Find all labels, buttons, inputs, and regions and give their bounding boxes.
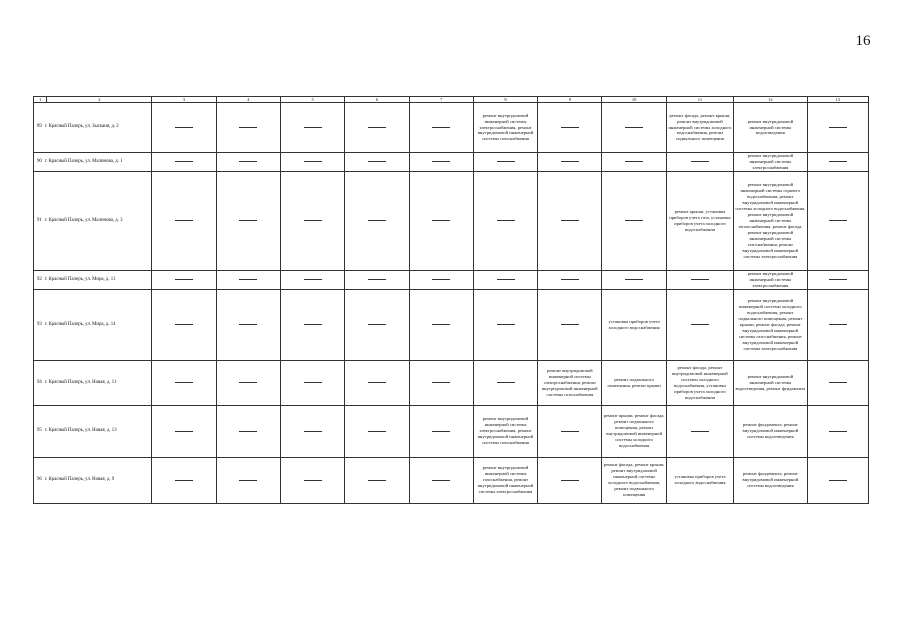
work-description-cell: ремонт внутридомовой инженерной системы водоотведения <box>734 103 807 153</box>
empty-dash-cell <box>409 360 473 405</box>
address-cell <box>34 153 152 172</box>
empty-dash-cell <box>280 270 344 289</box>
dash-mark <box>561 220 579 221</box>
dash-mark <box>497 279 515 280</box>
dash-mark <box>368 382 386 383</box>
dash-mark <box>304 480 322 481</box>
dash-mark <box>561 431 579 432</box>
table-row <box>34 103 869 153</box>
empty-dash-cell <box>409 171 473 270</box>
dash-mark <box>691 161 709 162</box>
table-row <box>34 457 869 503</box>
dash-mark <box>497 161 515 162</box>
empty-dash-cell <box>807 289 868 360</box>
dash-mark <box>239 324 257 325</box>
column-number-cell: 13 <box>807 97 868 103</box>
dash-mark <box>432 220 450 221</box>
empty-dash-cell <box>409 153 473 172</box>
empty-dash-cell <box>152 405 216 457</box>
empty-dash-cell <box>152 360 216 405</box>
empty-dash-cell <box>152 153 216 172</box>
dash-mark <box>239 431 257 432</box>
dash-mark <box>691 279 709 280</box>
dash-mark <box>304 382 322 383</box>
dash-mark <box>239 480 257 481</box>
dash-mark <box>625 161 643 162</box>
dash-mark <box>175 127 193 128</box>
empty-dash-cell <box>280 153 344 172</box>
dash-mark <box>829 279 847 280</box>
row-address: г. Красный Палерь, ул. Малинова, д. 1 <box>44 158 123 164</box>
empty-dash-cell <box>807 103 868 153</box>
dash-mark <box>368 127 386 128</box>
page-number: 16 <box>855 33 871 49</box>
row-address: г. Красный Палерь, ул. Мира, д. 14 <box>44 321 116 327</box>
empty-dash-cell <box>345 457 409 503</box>
empty-dash-cell <box>602 153 666 172</box>
empty-dash-cell <box>216 103 280 153</box>
empty-dash-cell <box>345 360 409 405</box>
address-cell <box>34 457 152 503</box>
work-description-cell: ремонт фундамента, ремонт внутридомовой инженерной системы водоотведения <box>734 457 807 503</box>
work-description-cell: ремонт фундамента, ремонт внутридомовой инженерной системы водоотведения <box>734 405 807 457</box>
work-description-cell: ремонт внутридомовой инженерной системы электроснабжения, ремонт внутридомовой инженерной системы газоснабжения <box>538 360 602 405</box>
dash-mark <box>304 431 322 432</box>
column-number-cell: 4 <box>216 97 280 103</box>
dash-mark <box>691 431 709 432</box>
work-description-cell: ремонт внутридомовой инженерной системы электроснабжения <box>734 153 807 172</box>
table-row <box>34 405 869 457</box>
dash-mark <box>432 431 450 432</box>
column-number-cell: 11 <box>666 97 733 103</box>
empty-dash-cell <box>666 153 733 172</box>
empty-dash-cell <box>345 171 409 270</box>
empty-dash-cell <box>666 270 733 289</box>
row-number: 93 <box>37 321 42 327</box>
dash-mark <box>239 279 257 280</box>
dash-mark <box>497 220 515 221</box>
row-number: 92 <box>37 276 42 282</box>
dash-mark <box>432 324 450 325</box>
row-number: 94 <box>37 379 42 385</box>
work-description-cell: ремонт подвального помещения, ремонт крыши <box>602 360 666 405</box>
empty-dash-cell <box>152 103 216 153</box>
work-description-cell: ремонт фасада, ремонт крыши, ремонт внутридомовой инженерной системы холодного водоснабжения, ремонт подвального помещения <box>666 103 733 153</box>
empty-dash-cell <box>409 457 473 503</box>
row-address: г. Красный Палерь, ул. Малинова, д. 3 <box>44 217 123 223</box>
row-number: 91 <box>37 217 42 223</box>
empty-dash-cell <box>473 360 537 405</box>
row-number: 95 <box>37 428 42 434</box>
repair-schedule-table <box>33 96 869 504</box>
empty-dash-cell <box>807 360 868 405</box>
dash-mark <box>304 220 322 221</box>
dash-mark <box>497 382 515 383</box>
row-number: 90 <box>37 158 42 164</box>
empty-dash-cell <box>807 171 868 270</box>
dash-mark <box>239 382 257 383</box>
empty-dash-cell <box>280 360 344 405</box>
dash-mark <box>829 480 847 481</box>
empty-dash-cell <box>280 405 344 457</box>
table-row <box>34 360 869 405</box>
work-description-cell: ремонт крыши, ремонт фасада, ремонт подвального помещения, ремонт внутридомовой инженерной системы холодного водоснабжения <box>602 405 666 457</box>
column-number-cell: 10 <box>602 97 666 103</box>
column-number-cell: 12 <box>734 97 807 103</box>
empty-dash-cell <box>807 457 868 503</box>
dash-mark <box>239 220 257 221</box>
empty-dash-cell <box>473 153 537 172</box>
dash-mark <box>829 161 847 162</box>
dash-mark <box>432 382 450 383</box>
dash-mark <box>829 382 847 383</box>
dash-mark <box>368 220 386 221</box>
row-number: 96 <box>37 477 42 483</box>
empty-dash-cell <box>216 270 280 289</box>
work-description-cell: ремонт фасада, ремонт внутридомовой инженерной системы холодного водоснабжения, установка приборов учета холодного водоснабжения <box>666 360 733 405</box>
work-description-cell: ремонт внутридомовой инженерной системы электроснабжения, ремонт внутридомовой инженерной системы газоснабжения <box>473 103 537 153</box>
dash-mark <box>561 279 579 280</box>
empty-dash-cell <box>807 153 868 172</box>
table-row <box>34 153 869 172</box>
empty-dash-cell <box>216 457 280 503</box>
empty-dash-cell <box>152 457 216 503</box>
work-description-cell: ремонт внутридомовой инженерной системы электроснабжения, ремонт внутридомовой инженерной системы газоснабжения <box>473 405 537 457</box>
dash-mark <box>368 279 386 280</box>
empty-dash-cell <box>473 171 537 270</box>
dash-mark <box>561 161 579 162</box>
column-number-cell: 1 <box>34 97 47 103</box>
dash-mark <box>304 127 322 128</box>
dash-mark <box>691 324 709 325</box>
empty-dash-cell <box>345 103 409 153</box>
empty-dash-cell <box>538 103 602 153</box>
dash-mark <box>175 480 193 481</box>
address-cell <box>34 171 152 270</box>
dash-mark <box>625 220 643 221</box>
work-description-cell: ремонт внутридомовой инженерной системы холодного водоснабжения, ремонт подвального помещения, ремонт крыши, ремонт фасада, ремонт внутридомовой инженерной системы газоснабжения, ремонт внутридомовой инженерной системы электроснабжения <box>734 289 807 360</box>
column-number-cell: 2 <box>47 97 152 103</box>
empty-dash-cell <box>602 270 666 289</box>
dash-mark <box>368 324 386 325</box>
table-row <box>34 270 869 289</box>
empty-dash-cell <box>280 171 344 270</box>
empty-dash-cell <box>666 405 733 457</box>
dash-mark <box>625 279 643 280</box>
row-address: г. Красный Палерь, ул. Зыскаия, д. 2 <box>44 124 119 130</box>
empty-dash-cell <box>666 289 733 360</box>
work-description-cell: ремонт внутридомовой инженерной системы водоотведения, ремонт фундамента <box>734 360 807 405</box>
dash-mark <box>304 279 322 280</box>
dash-mark <box>175 220 193 221</box>
dash-mark <box>561 324 579 325</box>
empty-dash-cell <box>152 171 216 270</box>
dash-mark <box>497 324 515 325</box>
work-description-cell: ремонт внутридомовой инженерной системы электроснабжения <box>734 270 807 289</box>
column-number-cell: 5 <box>280 97 344 103</box>
dash-mark <box>829 431 847 432</box>
empty-dash-cell <box>345 270 409 289</box>
empty-dash-cell <box>473 270 537 289</box>
table-row <box>34 171 869 270</box>
empty-dash-cell <box>602 171 666 270</box>
dash-mark <box>829 220 847 221</box>
empty-dash-cell <box>216 153 280 172</box>
dash-mark <box>239 127 257 128</box>
empty-dash-cell <box>807 270 868 289</box>
empty-dash-cell <box>409 270 473 289</box>
dash-mark <box>175 161 193 162</box>
empty-dash-cell <box>409 289 473 360</box>
work-description-cell: установка приборов учета холодного водоснабжения <box>602 289 666 360</box>
dash-mark <box>432 127 450 128</box>
row-address: г. Красный Палерь, ул. Новая, д. 11 <box>44 379 117 385</box>
empty-dash-cell <box>538 153 602 172</box>
empty-dash-cell <box>216 360 280 405</box>
dash-mark <box>561 127 579 128</box>
dash-mark <box>432 279 450 280</box>
column-number-cell: 3 <box>152 97 216 103</box>
empty-dash-cell <box>280 457 344 503</box>
dash-mark <box>368 431 386 432</box>
address-cell <box>34 289 152 360</box>
dash-mark <box>304 324 322 325</box>
empty-dash-cell <box>345 405 409 457</box>
row-address: г. Красный Палерь, ул. Новая, д. 9 <box>44 477 115 483</box>
work-description-cell: ремонт внутридомовой инженерной системы горячего водоснабжения, ремонт внутридомовой инженерной системы холодного водоснабжения, ремонт внутридомовой инженерной системы теплоснабжения, ремонт фасада, ремонт внутридомовой инженерной системы газоснабжения, ремонт внутридомовой инженерной системы электроснабжения <box>734 171 807 270</box>
row-address: г. Красный Палерь, ул. Новая, д. 13 <box>44 428 117 434</box>
dash-mark <box>432 161 450 162</box>
empty-dash-cell <box>280 289 344 360</box>
row-number: 89 <box>37 124 42 130</box>
dash-mark <box>304 161 322 162</box>
empty-dash-cell <box>280 103 344 153</box>
column-number-cell: 7 <box>409 97 473 103</box>
empty-dash-cell <box>216 171 280 270</box>
dash-mark <box>175 324 193 325</box>
dash-mark <box>829 324 847 325</box>
dash-mark <box>432 480 450 481</box>
dash-mark <box>239 161 257 162</box>
dash-mark <box>368 161 386 162</box>
empty-dash-cell <box>538 171 602 270</box>
empty-dash-cell <box>538 405 602 457</box>
column-number-cell: 6 <box>345 97 409 103</box>
column-number-cell: 9 <box>538 97 602 103</box>
work-description-cell: ремонт внутридомовой инженерной системы газоснабжения, ремонт внутридомовой инженерной системы электроснабжения <box>473 457 537 503</box>
empty-dash-cell <box>409 103 473 153</box>
empty-dash-cell <box>538 457 602 503</box>
dash-mark <box>368 480 386 481</box>
work-description-cell: ремонт фасада, ремонт крыши, ремонт внутридомовой инженерной системы холодного водоснабжения, ремонт подвального помещения <box>602 457 666 503</box>
empty-dash-cell <box>807 405 868 457</box>
address-cell <box>34 103 152 153</box>
address-cell <box>34 270 152 289</box>
empty-dash-cell <box>473 289 537 360</box>
dash-mark <box>175 382 193 383</box>
empty-dash-cell <box>216 289 280 360</box>
empty-dash-cell <box>409 405 473 457</box>
empty-dash-cell <box>216 405 280 457</box>
dash-mark <box>175 279 193 280</box>
work-description-cell: установка приборов учета холодного водоснабжения <box>666 457 733 503</box>
work-description-cell: ремонт крыши, установка приборов учета газа, установка приборов учета холодного водоснабжения <box>666 171 733 270</box>
empty-dash-cell <box>602 103 666 153</box>
empty-dash-cell <box>345 289 409 360</box>
row-address: г. Красный Палерь, ул. Мира, д. 11 <box>44 276 116 282</box>
address-cell <box>34 360 152 405</box>
empty-dash-cell <box>345 153 409 172</box>
empty-dash-cell <box>152 289 216 360</box>
address-cell <box>34 405 152 457</box>
empty-dash-cell <box>152 270 216 289</box>
dash-mark <box>175 431 193 432</box>
dash-mark <box>625 127 643 128</box>
empty-dash-cell <box>538 289 602 360</box>
column-number-cell: 8 <box>473 97 537 103</box>
dash-mark <box>561 480 579 481</box>
table-row <box>34 289 869 360</box>
empty-dash-cell <box>538 270 602 289</box>
dash-mark <box>829 127 847 128</box>
